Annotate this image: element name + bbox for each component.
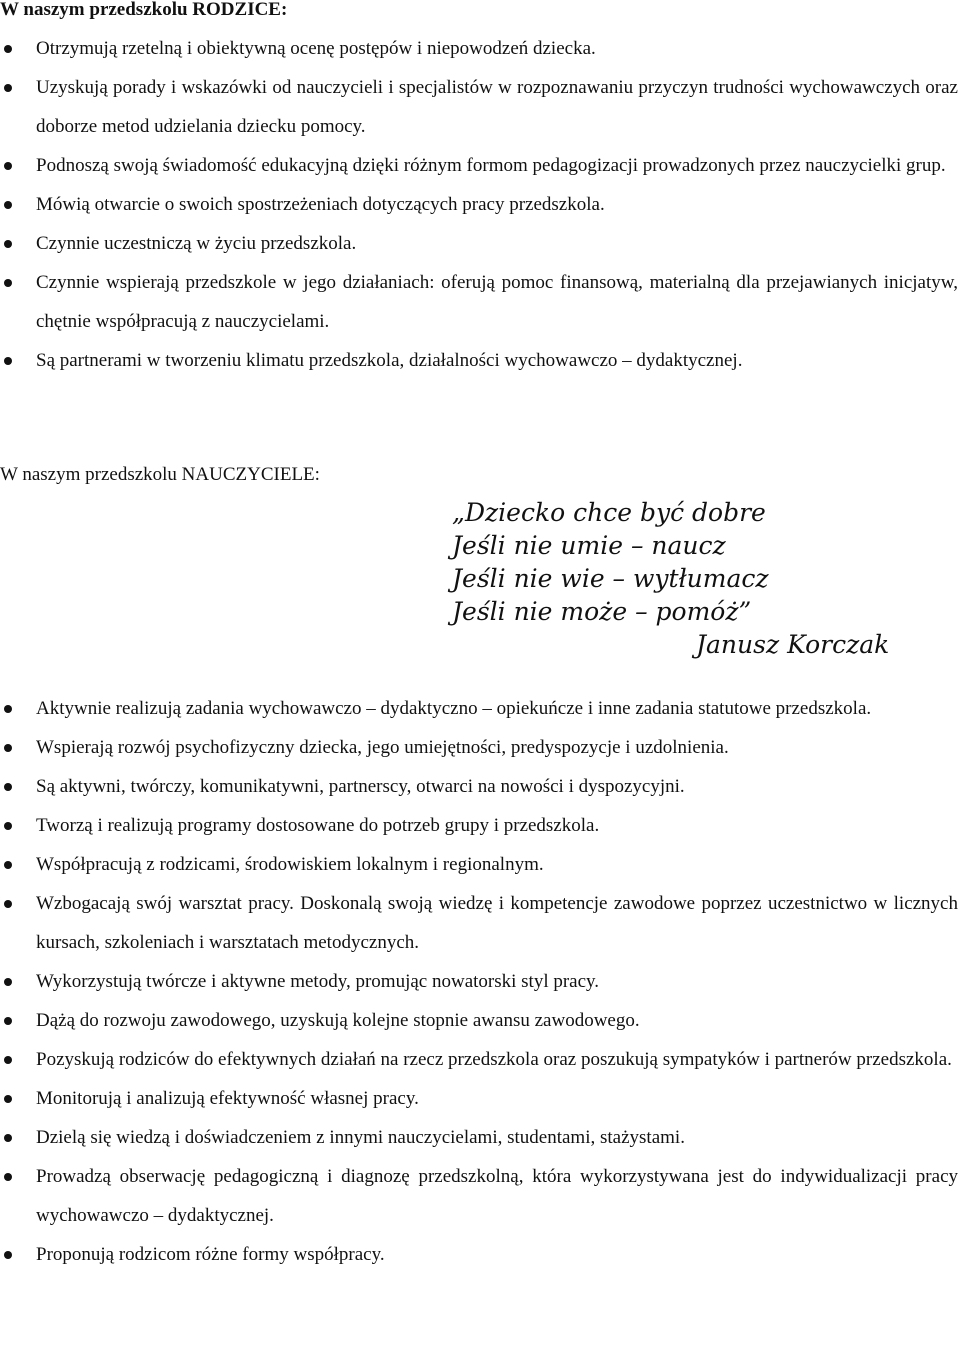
parents-list bbox=[0, 29, 958, 380]
bullet-icon bbox=[4, 279, 12, 287]
list-item bbox=[0, 224, 958, 263]
list-item-text: Wspierają rozwój psychofizyczny dziecka, jego umiejętności, predyspozycje i uzdolnienia. bbox=[36, 737, 729, 758]
list-item-text: Podnoszą swoją świadomość edukacyjną dzięki różnym formom pedagogizacji prowadzonych przez nauczycielki grup. bbox=[36, 155, 946, 176]
list-item bbox=[0, 767, 958, 806]
list-item bbox=[0, 962, 958, 1001]
list-item bbox=[0, 845, 958, 884]
teachers-list bbox=[0, 689, 958, 1274]
list-item-text: Prowadzą obserwację pedagogiczną i diagnozę przedszkolną, która wykorzystywana jest do indywidualizacji pracy wychowawczo – dydaktycznej. bbox=[36, 1166, 958, 1226]
list-item bbox=[0, 341, 958, 380]
list-item-text: Czynnie uczestniczą w życiu przedszkola. bbox=[36, 233, 357, 254]
list-item bbox=[0, 1079, 958, 1118]
quote-line: „Dziecko chce być dobre bbox=[452, 498, 766, 527]
list-item bbox=[0, 29, 958, 68]
list-item bbox=[0, 806, 958, 845]
list-item-text: Wzbogacają swój warsztat pracy. Doskonalą swoją wiedzę i kompetencje zawodowe poprzez uczestnictwo w licznych kursach, szkoleniach i warsztatach metodycznych. bbox=[36, 893, 958, 953]
bullet-icon bbox=[4, 705, 12, 713]
list-item-text: Dążą do rozwoju zawodowego, uzyskują kolejne stopnie awansu zawodowego. bbox=[36, 1010, 640, 1031]
list-item-text: Monitorują i analizują efektywność własnej pracy. bbox=[36, 1088, 419, 1109]
list-item-text: Są partnerami w tworzeniu klimatu przedszkola, działalności wychowawczo – dydaktycznej. bbox=[36, 350, 743, 371]
list-item bbox=[0, 185, 958, 224]
bullet-icon bbox=[4, 900, 12, 908]
parents-heading: W naszym przedszkolu RODZICE: bbox=[0, 0, 288, 20]
list-item bbox=[0, 1235, 958, 1274]
bullet-icon bbox=[4, 822, 12, 830]
bullet-icon bbox=[4, 861, 12, 869]
list-item-text: Współpracują z rodzicami, środowiskiem lokalnym i regionalnym. bbox=[36, 854, 544, 875]
bullet-icon bbox=[4, 1017, 12, 1025]
teachers-heading: W naszym przedszkolu NAUCZYCIELE: bbox=[0, 464, 320, 485]
bullet-icon bbox=[4, 357, 12, 365]
list-item bbox=[0, 1118, 958, 1157]
bullet-icon bbox=[4, 201, 12, 209]
list-item-text: Aktywnie realizują zadania wychowawczo – dydaktyczno – opiekuńcze i inne zadania statutowe przedszkola. bbox=[36, 698, 872, 719]
quote-line: Jeśli nie umie – naucz bbox=[452, 531, 726, 560]
quote-line: Jeśli nie może – pomóż” bbox=[452, 597, 752, 626]
list-item-text: Pozyskują rodziców do efektywnych działań na rzecz przedszkola oraz poszukują sympatyków i partnerów przedszkola. bbox=[36, 1049, 952, 1070]
bullet-icon bbox=[4, 1134, 12, 1142]
list-item bbox=[0, 146, 958, 185]
list-item bbox=[0, 263, 958, 341]
list-item-text: Czynnie wspierają przedszkole w jego działaniach: oferują pomoc finansową, materialną dla przejawianych inicjatyw, chętnie współpracują z nauczycielami. bbox=[36, 272, 958, 332]
bullet-icon bbox=[4, 1056, 12, 1064]
bullet-icon bbox=[4, 1095, 12, 1103]
list-item-text: Mówią otwarcie o swoich spostrzeżeniach dotyczących pracy przedszkola. bbox=[36, 194, 605, 215]
bullet-icon bbox=[4, 45, 12, 53]
bullet-icon bbox=[4, 1173, 12, 1181]
list-item-text: Uzyskują porady i wskazówki od nauczycieli i specjalistów w rozpoznawaniu przyczyn trudności wychowawczych oraz doborze metod udzielania dziecku pomocy. bbox=[36, 77, 958, 137]
list-item-text: Proponują rodzicom różne formy współpracy. bbox=[36, 1244, 385, 1265]
list-item-text: Wykorzystują twórcze i aktywne metody, promując nowatorski styl pracy. bbox=[36, 971, 600, 992]
list-item bbox=[0, 884, 958, 962]
list-item bbox=[0, 1040, 958, 1079]
bullet-icon bbox=[4, 783, 12, 791]
list-item bbox=[0, 1157, 958, 1235]
bullet-icon bbox=[4, 1251, 12, 1259]
bullet-icon bbox=[4, 744, 12, 752]
bullet-icon bbox=[4, 162, 12, 170]
quote-author: Janusz Korczak bbox=[696, 630, 890, 659]
list-item-text: Otrzymują rzetelną i obiektywną ocenę postępów i niepowodzeń dziecka. bbox=[36, 38, 596, 59]
bullet-icon bbox=[4, 84, 12, 92]
list-item bbox=[0, 689, 958, 728]
bullet-icon bbox=[4, 978, 12, 986]
list-item-text: Tworzą i realizują programy dostosowane do potrzeb grupy i przedszkola. bbox=[36, 815, 600, 836]
quote-line: Jeśli nie wie – wytłumacz bbox=[452, 564, 769, 593]
list-item-text: Dzielą się wiedzą i doświadczeniem z innymi nauczycielami, studentami, stażystami. bbox=[36, 1127, 685, 1148]
list-item bbox=[0, 68, 958, 146]
list-item bbox=[0, 1001, 958, 1040]
korczak-quote bbox=[452, 496, 902, 661]
list-item bbox=[0, 728, 958, 767]
bullet-icon bbox=[4, 240, 12, 248]
list-item-text: Są aktywni, twórczy, komunikatywni, partnerscy, otwarci na nowości i dyspozycyjni. bbox=[36, 776, 685, 797]
